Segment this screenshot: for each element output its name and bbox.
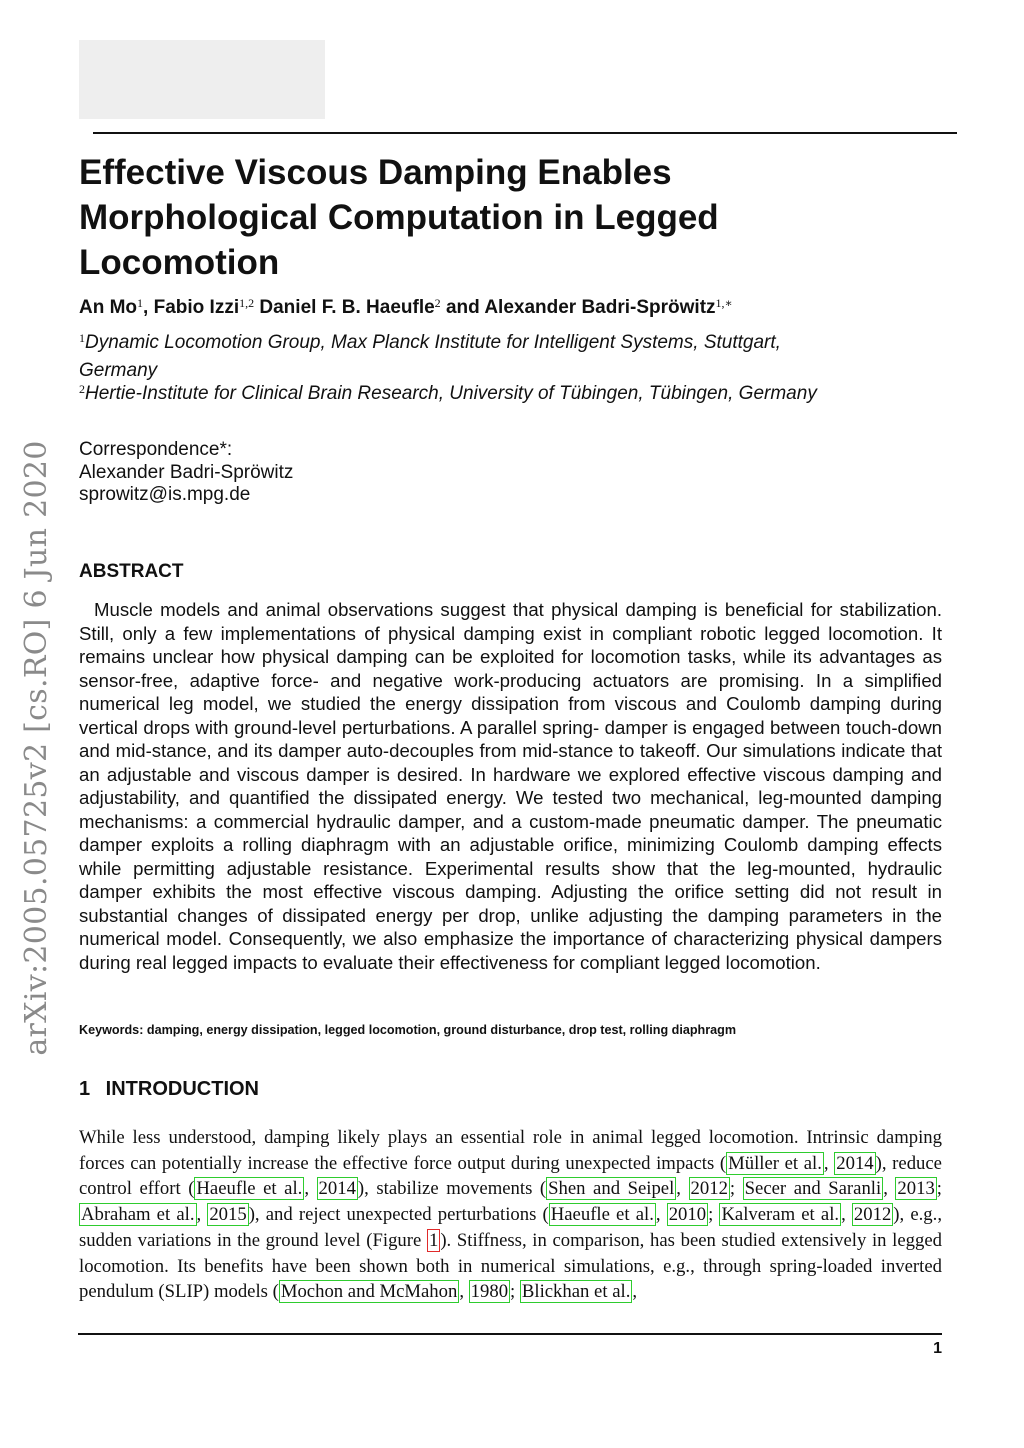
body-text: , [196,1204,208,1226]
citation-link[interactable]: 1980 [470,1281,509,1303]
citation-link[interactable]: Haeufle et al. [196,1178,303,1200]
body-text: ), and reject unexpected perturbations ( [248,1204,549,1226]
author-name: Fabio Izzi [153,297,240,318]
introduction-heading: 1 INTRODUCTION [79,1078,259,1100]
header-rule [93,132,957,134]
body-text: , [632,1281,638,1303]
body-text: , [676,1178,689,1200]
citation-link[interactable]: 2014 [318,1178,356,1200]
author-list [79,293,959,324]
correspondence-label: Correspondence*: [79,439,233,460]
body-text: ), reduce control effort ( [79,1152,942,1200]
body-text: , [655,1204,667,1226]
figure-reference-link[interactable]: 1 [428,1229,439,1251]
author-affiliation-marker: 1,2 [239,296,255,310]
body-text: ), e.g., sudden variations in the ground level (Figure [79,1204,942,1251]
citation-link[interactable]: Blickhan et al. [521,1281,631,1303]
citation-link[interactable]: Kalveram et al. [721,1204,840,1226]
citation-link[interactable]: Haeufle et al. [550,1204,654,1226]
body-text: While less understood, damping likely plays an essential role in animal legged locomotion. Intrinsic damping forces can potentially increase the effective force output during unexpected impacts ( [79,1127,942,1174]
body-text: , [841,1204,852,1226]
author-name: An Mo [79,297,138,318]
citation-link[interactable]: 2014 [836,1152,874,1174]
body-text: , [459,1281,469,1303]
affiliation-text: Dynamic Locomotion Group, Max Planck Institute for Intelligent Systems, Stuttgart, Germany [79,332,781,381]
author-affiliation-marker: 2 [434,296,441,310]
author-separator: , [143,297,154,318]
affiliation-number: 1 [79,331,85,345]
keywords-line: Keywords: damping, energy dissipation, legged locomotion, ground disturbance, drop test, rolling diaphragm [79,1023,737,1037]
citation-link[interactable]: Mochon and McMahon [280,1281,458,1303]
introduction-body [79,1125,942,1305]
author-name: Alexander Badri-Spröwitz [484,297,716,318]
body-text: ), stabilize movements ( [357,1178,547,1200]
abstract-body: Muscle models and animal observations suggest that physical damping is beneficial for stabilization. Still, only a few implementations of physical damping exist in compliant robotic legged locomotion. It remains unclear how physical damping can be exploited for locomotion tasks, while its advantages as sensor-free, adaptive force- and negative work-producing actuators are promising. In a simplified numerical leg model, we studied the energy dissipation from viscous and Coulomb damping during vertical drops with ground-level perturbations. A parallel spring- damper is engaged between touch-down and mid-stance, and its damper auto-decouples from mid-stance to takeoff. Our simulations indicate that an adjustable and viscous damper is desired. In hardware we explored effective viscous damping and adjustability, and quantified the dissipated energy. We tested two mechanical, leg-mounted damping mechanisms: a commercial hydraulic damper, and a custom-made pneumatic damper. The pneumatic damper exploits a rolling diaphragm with an adjustable orifice, minimizing Coulomb damping effects while permitting adjustable resistance. Experimental results show that the leg-mounted, hydraulic damper exhibits the most effective viscous damping. Adjusting the orifice setting did not result in substantial changes of dissipated energy per drop, unlike adjusting the damping parameters in the numerical model. Consequently, we also emphasize the importance of characterizing physical dampers during real legged impacts to evaluate their effectiveness for compliant legged locomotion. [79,599,942,973]
abstract-heading: ABSTRACT [79,561,184,582]
citation-link[interactable]: Abraham et al. [81,1204,195,1226]
body-text: ; [708,1204,720,1226]
author-affiliation-marker: 1 [137,296,144,310]
affiliation-text: Hertie-Institute for Clinical Brain Research, University of Tübingen, Tübingen, Germany [85,383,817,404]
correspondence-block [79,439,479,507]
footer-rule [78,1333,942,1335]
citation-link[interactable]: 2012 [690,1178,728,1200]
body-text: , [304,1178,317,1200]
body-text: , [823,1152,835,1174]
correspondence-email[interactable]: sprowitz@is.mpg.de [79,484,251,505]
correspondence-name: Alexander Badri-Spröwitz [79,461,294,483]
page-number: 1 [933,1340,942,1357]
body-text: ; [510,1281,520,1303]
citation-link[interactable]: 2012 [853,1204,892,1226]
affiliation [79,381,859,409]
citation-link[interactable]: 2015 [209,1204,247,1226]
body-text: ; [936,1178,942,1200]
journal-logo-placeholder [79,40,325,119]
citation-link[interactable]: Müller et al. [728,1152,822,1174]
body-text: ; [729,1178,743,1200]
author-separator: and [440,297,485,318]
arxiv-identifier: arXiv:2005.05725v2 [cs.RO] 6 Jun 2020 [19,440,54,1056]
citation-link[interactable]: Secer and Saranli [744,1178,882,1200]
citation-link[interactable]: 2010 [668,1204,707,1226]
affiliation [79,330,859,383]
author-name: Daniel F. B. Haeufle [259,297,435,318]
body-text: , [883,1178,896,1200]
author-affiliation-marker: 1,∗ [715,296,733,310]
citation-link[interactable]: 2013 [897,1178,935,1200]
affiliation-number: 2 [79,382,85,396]
body-text: ). Stiffness, in comparison, has been studied extensively in legged locomotion. Its benefits have been shown both in numerical simulations, e.g., through spring-loaded inverted pendulum (SLIP) models ( [79,1229,942,1303]
paper-title: Effective Viscous Damping Enables Morphological Computation in Legged Locomotion [79,153,719,282]
citation-link[interactable]: Shen and Seipel [548,1178,675,1200]
